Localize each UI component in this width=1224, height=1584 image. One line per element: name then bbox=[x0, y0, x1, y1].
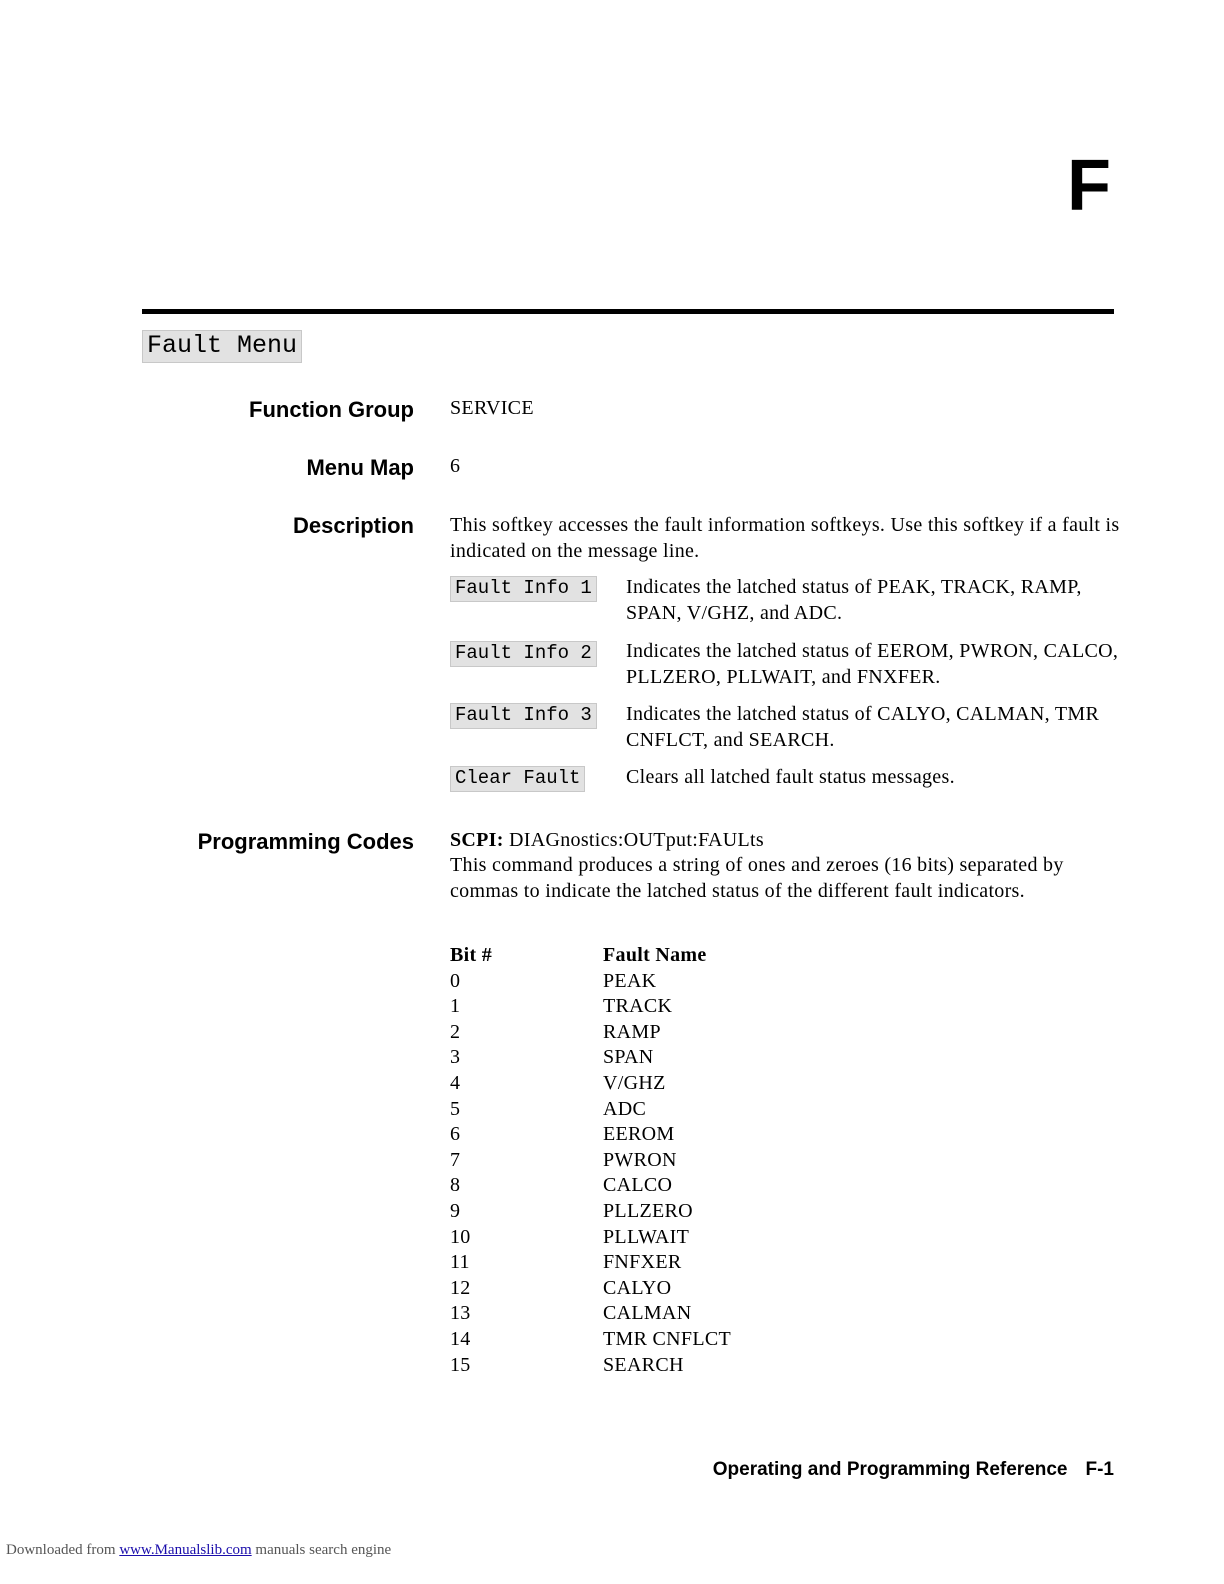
menu-map-value: 6 bbox=[450, 455, 461, 477]
fault-name: PLLWAIT bbox=[603, 1225, 690, 1248]
table-row bbox=[450, 1020, 850, 1046]
softkey-fault-info-1 bbox=[450, 576, 597, 602]
table-row bbox=[450, 1071, 850, 1097]
fault-name: SPAN bbox=[603, 1046, 654, 1069]
bit-number: 13 bbox=[450, 1302, 471, 1325]
softkey-label: Fault Info 2 bbox=[450, 641, 597, 667]
scpi-label: SCPI: bbox=[450, 829, 504, 851]
bit-number: 1 bbox=[450, 995, 461, 1018]
softkey-description: Indicates the latched status of EEROM, PWRON, CALCO, PLLZERO, PLLWAIT, and FNXFER. bbox=[626, 640, 1119, 688]
bit-number: 5 bbox=[450, 1097, 461, 1120]
download-prefix: Downloaded from bbox=[6, 1542, 116, 1558]
fault-name: TMR CNFLCT bbox=[603, 1327, 732, 1350]
softkey-description: Indicates the latched status of CALYO, CALMAN, TMR CNFLCT, and SEARCH. bbox=[626, 703, 1100, 751]
bit-number: 6 bbox=[450, 1123, 461, 1146]
table-row bbox=[450, 969, 850, 995]
bit-number: 2 bbox=[450, 1020, 461, 1043]
softkey-clear-fault bbox=[450, 766, 585, 792]
table-row bbox=[450, 1301, 850, 1327]
table-row bbox=[450, 1199, 850, 1225]
fault-name: TRACK bbox=[603, 995, 673, 1018]
bit-number: 3 bbox=[450, 1046, 461, 1069]
bit-number: 12 bbox=[450, 1276, 471, 1299]
softkey-description: Clears all latched fault status messages. bbox=[626, 766, 955, 788]
function-group-label: Function Group bbox=[249, 397, 414, 422]
programming-codes-label: Programming Codes bbox=[197, 829, 414, 854]
bit-number: 15 bbox=[450, 1353, 471, 1376]
programming-codes-text: This command produces a string of ones and zeroes (16 bits) separated by commas to indicate the latched status of the different fault indicators. bbox=[450, 854, 1064, 902]
table-row bbox=[450, 1173, 850, 1199]
section-title bbox=[142, 330, 302, 363]
fault-name: PEAK bbox=[603, 969, 657, 992]
bit-number: 7 bbox=[450, 1148, 461, 1171]
table-row bbox=[450, 1045, 850, 1071]
table-body bbox=[450, 969, 850, 1379]
bit-number: 10 bbox=[450, 1225, 471, 1248]
scpi-line bbox=[450, 828, 1120, 854]
description-label: Description bbox=[292, 513, 414, 538]
bit-number: 0 bbox=[450, 969, 461, 992]
page-footer bbox=[713, 1459, 1114, 1481]
fault-name: CALCO bbox=[603, 1174, 673, 1197]
table-row bbox=[450, 1225, 850, 1251]
table-row bbox=[450, 1097, 850, 1123]
table-row bbox=[450, 1122, 850, 1148]
description-text: This softkey accesses the fault information softkeys. Use this softkey if a fault is indicated on the message line. bbox=[450, 514, 1120, 562]
softkey-label: Fault Info 3 bbox=[450, 703, 597, 729]
table-row bbox=[450, 1148, 850, 1174]
function-group-value: SERVICE bbox=[450, 397, 534, 419]
table-row bbox=[450, 1250, 850, 1276]
bit-number: 14 bbox=[450, 1327, 471, 1350]
bit-header: Bit # bbox=[450, 944, 493, 966]
softkey-label: Clear Fault bbox=[450, 766, 585, 792]
softkey-description: Indicates the latched status of PEAK, TRACK, RAMP, SPAN, V/GHZ, and ADC. bbox=[626, 576, 1082, 624]
chapter-rule bbox=[142, 309, 1114, 314]
softkey-fault-info-2 bbox=[450, 641, 597, 667]
fault-name: RAMP bbox=[603, 1020, 661, 1043]
bit-number: 11 bbox=[450, 1251, 470, 1274]
fault-name: PWRON bbox=[603, 1148, 677, 1171]
softkey-fault-info-3 bbox=[450, 703, 597, 729]
fault-name: CALMAN bbox=[603, 1302, 692, 1325]
bit-number: 9 bbox=[450, 1199, 461, 1222]
table-row bbox=[450, 1276, 850, 1302]
fault-name: PLLZERO bbox=[603, 1199, 693, 1222]
fault-name: FNFXER bbox=[603, 1251, 682, 1274]
download-suffix: manuals search engine bbox=[255, 1542, 392, 1558]
page-number: F-1 bbox=[1085, 1459, 1114, 1480]
table-row bbox=[450, 1353, 850, 1379]
fault-name-header: Fault Name bbox=[603, 944, 707, 966]
softkey-label: Fault Info 1 bbox=[450, 576, 597, 602]
table-row bbox=[450, 994, 850, 1020]
menu-map-label: Menu Map bbox=[306, 455, 414, 480]
fault-name: ADC bbox=[603, 1097, 647, 1120]
download-notice bbox=[6, 1542, 391, 1559]
chapter-letter: F bbox=[1067, 146, 1111, 226]
fault-name: SEARCH bbox=[603, 1353, 684, 1376]
fault-bit-table bbox=[450, 943, 850, 1378]
fault-name: CALYO bbox=[603, 1276, 672, 1299]
fault-name: EEROM bbox=[603, 1123, 675, 1146]
bit-number: 4 bbox=[450, 1071, 461, 1094]
table-header bbox=[450, 943, 850, 969]
fault-menu-softkey: Fault Menu bbox=[142, 330, 302, 363]
bit-number: 8 bbox=[450, 1174, 461, 1197]
manualslib-link[interactable]: www.Manualslib.com bbox=[119, 1542, 252, 1558]
fault-name: V/GHZ bbox=[603, 1071, 666, 1094]
footer-title: Operating and Programming Reference bbox=[712, 1459, 1068, 1480]
table-row bbox=[450, 1327, 850, 1353]
scpi-command: DIAGnostics:OUTput:FAULts bbox=[509, 829, 764, 851]
